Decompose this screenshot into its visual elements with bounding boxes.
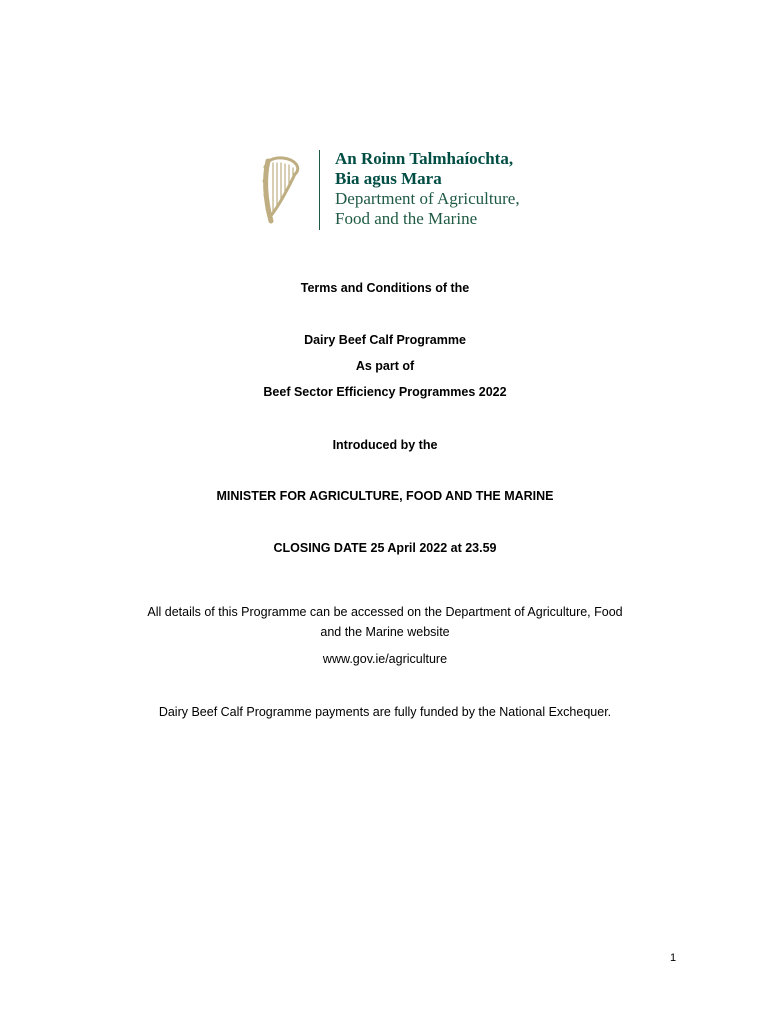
logo-divider (319, 150, 320, 230)
introduced-by-label: Introduced by the (332, 438, 438, 452)
logo-irish-line-2: Bia agus Mara (335, 169, 442, 188)
programme-title: Dairy Beef Calf Programme (304, 333, 466, 347)
page-number: 1 (670, 952, 677, 964)
details-line-2: and the Marine website (320, 625, 450, 639)
document-heading: Terms and Conditions of the (300, 281, 470, 295)
harp-icon (260, 155, 302, 225)
logo-english-line-2: Food and the Marine (335, 209, 478, 228)
logo-english-line-1: Department of Agriculture, (335, 189, 520, 208)
minister-title: MINISTER FOR AGRICULTURE, FOOD AND THE MARINE (216, 489, 554, 503)
as-part-of-label: As part of (355, 359, 415, 373)
funding-note: Dairy Beef Calf Programme payments are fully funded by the National Exchequer. (158, 705, 612, 719)
website-link[interactable]: www.gov.ie/agriculture (322, 652, 448, 666)
parent-programme-title: Beef Sector Efficiency Programmes 2022 (263, 385, 507, 399)
closing-date: CLOSING DATE 25 April 2022 at 23.59 (273, 541, 497, 555)
details-paragraph (0, 602, 770, 642)
logo-irish-line-1: An Roinn Talmhaíochta, (335, 149, 514, 168)
department-logo (256, 148, 556, 232)
logo-wordmark (335, 149, 520, 229)
details-line-1: All details of this Programme can be accessed on the Department of Agriculture, Food (147, 605, 623, 619)
